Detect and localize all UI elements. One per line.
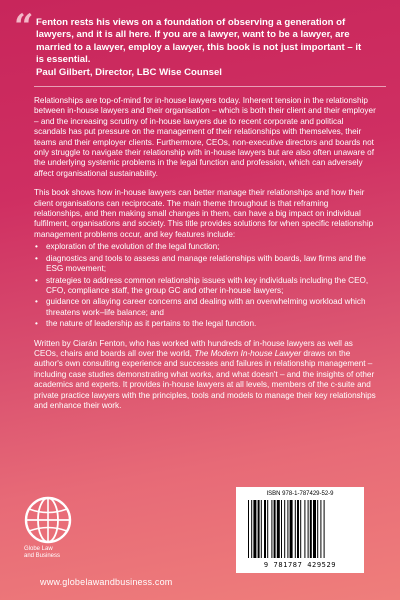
isbn-label: ISBN 978-1-787429-52-9: [266, 491, 334, 497]
author-text-start: Written by Ciarán Fenton, who has worked with hundreds of in-house lawyers as well as CEOs, chairs and boards all over the world,: [34, 338, 353, 358]
list-item: • guidance on allaying career concerns and dealing with an overwhelming workload which threatens work–life balance; and: [34, 297, 378, 318]
paragraph-features: This book shows how in-house lawyers can better manage their relationships and how their client organisations can reciprocate. The main theme throughout is that reframing relationships, and then making small changes in them, can have a big impact on individual fulfilment, organisations and society. This title provides solutions for when specific relationship management problems occur, and key features include:: [34, 188, 374, 239]
author-text-end: draws on the author's own consulting experience and successes and failures in relationship management – including case studies demonstrating what works, and what doesn't – and the insights of other academics and experts. It provides in-house lawyers at all levels, members of the c-suite and private practice lawyers with the principles, tools and models to manage their key relationships and enhance their work.: [34, 348, 376, 410]
endorsement-quote: [36, 17, 370, 79]
divider: [34, 86, 386, 87]
barcode-bars-icon: [246, 500, 354, 560]
feature-list: [34, 242, 378, 329]
quote-attribution: Paul Gilbert, Director, LBC Wise Counsel: [36, 66, 222, 78]
blurb: [34, 96, 378, 420]
list-item: • strategies to address common relationship issues with key individuals including the CEO, CFO, compliance staff, the group GC and other in-house lawyers;: [34, 276, 378, 297]
publisher-name: [24, 546, 84, 560]
list-item: • the nature of leadership as it pertains to the legal function.: [34, 319, 378, 329]
publisher-name-line1: Globe Law: [24, 546, 53, 552]
list-item: • exploration of the evolution of the legal function;: [34, 242, 378, 252]
quote-mark-icon: “: [14, 7, 34, 47]
quote-text: Fenton rests his views on a foundation of observing a generation of lawyers, and it is all here. If you are a lawyer, want to be a lawyer, are married to a lawyer, employ a lawyer, this book is not just important – it is essential.: [36, 17, 362, 66]
book-title: The Modern In-house Lawyer: [194, 348, 302, 358]
paragraph-author: [34, 339, 378, 412]
publisher-website[interactable]: www.globelawandbusiness.com: [40, 577, 173, 587]
paragraph-intro: Relationships are top-of-mind for in-house lawyers today. Inherent tension in the relationship between in-house lawyers and their organisation – which is both their client and their employer – and the increasing scrutiny of in-house lawyers due to recent corporate and political scandals has put pressure on the management of their relationships with themselves, their teams and their employer clients. Furthermore, CEOs, non-executive directors and boards not only struggle to navigate their relationship with in-house lawyers but are also often unaware of the underlying systemic problems in the legal function and profession, which can adversely affect organisational sustainability.: [34, 96, 376, 178]
list-item: • diagnostics and tools to assess and manage relationships with boards, law firms and the ESG movement;: [34, 254, 378, 275]
publisher-name-line2: and Business: [24, 553, 61, 559]
barcode: [236, 487, 364, 573]
barcode-digits: 9 781787 429529: [263, 561, 337, 569]
